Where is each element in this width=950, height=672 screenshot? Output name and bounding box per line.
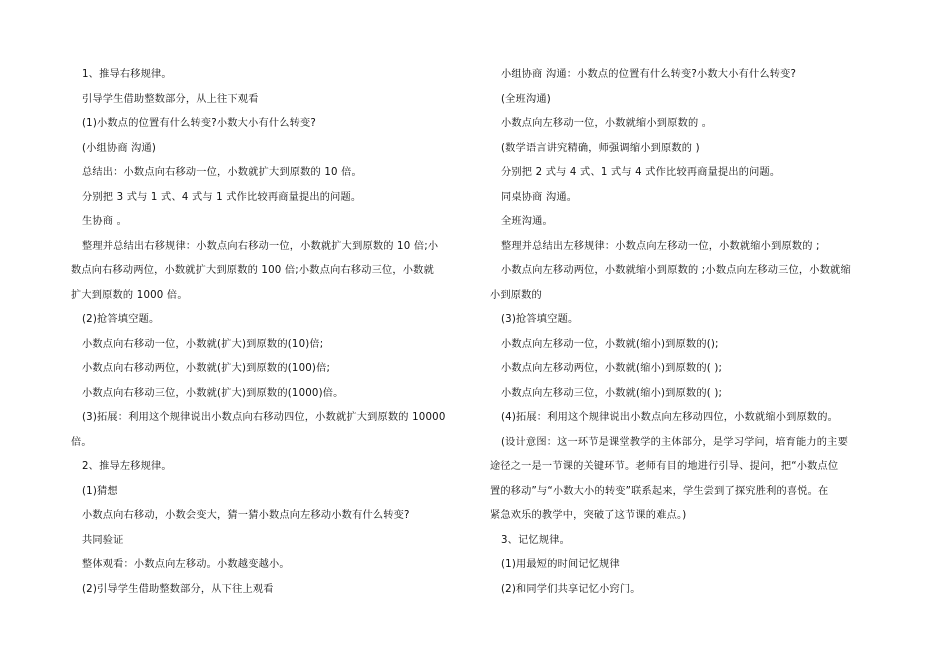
text-line: 生协商 。 <box>82 216 127 227</box>
text-line: 分别把 3 式与 1 式、4 式与 1 式作比较再商量提出的问题。 <box>82 191 362 203</box>
text-line: 2、推导左移规律。 <box>82 461 172 472</box>
text-line: 置的移动”与“小数大小的转变”联系起来，学生尝到了探究胜利的喜悦。在 <box>490 485 829 497</box>
text-line: (1)用最短的时间记忆规律 <box>501 559 620 570</box>
text-line: (数学语言讲究精确，师强调缩小到原数的 ) <box>501 142 700 154</box>
text-line: 扩大到原数的 1000 倍。 <box>71 289 188 301</box>
text-line: 小数点向右移动，小数会变大，猜一猜小数点向左移动小数有什么转变? <box>82 510 410 521</box>
text-line: 小数点向右移动三位，小数就(扩大)到原数的(1000)倍。 <box>82 387 344 399</box>
text-line: 小数点向左移动两位，小数就(缩小)到原数的( ); <box>501 363 723 374</box>
text-line: 小数点向右移动两位，小数就(扩大)到原数的(100)倍; <box>82 363 331 374</box>
text-line: 整理并总结出左移规律：小数点向左移动一位，小数就缩小到原数的 ; <box>501 240 820 252</box>
text-line: (2)引导学生借助整数部分，从下往上观看 <box>82 583 274 595</box>
text-line: (2)抢答填空题。 <box>82 314 160 325</box>
right-column <box>490 63 882 602</box>
text-line: 小数点向左移动一位，小数就缩小到原数的 。 <box>501 118 713 129</box>
text-line: 同桌协商 沟通。 <box>501 191 578 203</box>
text-line: (设计意图：这一环节是课堂教学的主体部分，是学习学问，培育能力的主要 <box>501 436 848 448</box>
text-line: (2)和同学们共享记忆小窍门。 <box>501 583 641 595</box>
text-line: 小数点向左移动三位，小数就(缩小)到原数的( ); <box>501 387 723 399</box>
text-line: (小组协商 沟通) <box>82 142 157 154</box>
text-line: 小组协商 沟通：小数点的位置有什么转变?小数大小有什么转变? <box>501 69 797 80</box>
text-line: 小数点向右移动一位，小数就(扩大)到原数的(10)倍; <box>82 338 324 350</box>
text-line: 引导学生借助整数部分，从上往下观看 <box>82 93 259 105</box>
text-line: 数点向右移动两位，小数就扩大到原数的 100 倍;小数点向右移动三位，小数就 <box>71 265 434 276</box>
text-line: 全班沟通。 <box>501 216 553 227</box>
text-line: 3、记忆规律。 <box>501 534 571 546</box>
text-line: 整理并总结出右移规律：小数点向右移动一位，小数就扩大到原数的 10 倍;小 <box>82 240 439 252</box>
text-line: 倍。 <box>71 436 92 448</box>
text-line: 整体观看：小数点向左移动。小数越变越小。 <box>82 559 290 570</box>
text-line: (全班沟通) <box>501 93 551 105</box>
text-line: (4)拓展：利用这个规律说出小数点向左移动四位，小数就缩小到原数的。 <box>501 412 839 423</box>
text-line: (3)拓展：利用这个规律说出小数点向右移动四位，小数就扩大到原数的 10000 <box>82 412 446 423</box>
text-line: (1)小数点的位置有什么转变?小数大小有什么转变? <box>82 118 316 129</box>
text-line: 共同验证 <box>82 534 124 546</box>
text-line: 途径之一是一节课的关键环节。老师有目的地进行引导、提问，把“小数点位 <box>490 461 839 472</box>
text-line: 分别把 2 式与 4 式、1 式与 4 式作比较再商量提出的问题。 <box>501 167 781 178</box>
text-line: 紧急欢乐的教学中，突破了这节课的难点。) <box>490 510 687 521</box>
text-line: 总结出：小数点向右移动一位，小数就扩大到原数的 10 倍。 <box>82 167 362 178</box>
left-column <box>71 63 463 602</box>
text-line: 1、推导右移规律。 <box>82 69 172 80</box>
text-line: (1)猜想 <box>82 485 118 497</box>
text-line: (3)抢答填空题。 <box>501 314 579 325</box>
text-line: 小到原数的 <box>490 289 542 301</box>
text-line: 小数点向左移动一位，小数就(缩小)到原数的(); <box>501 338 719 350</box>
text-line: 小数点向左移动两位，小数就缩小到原数的 ;小数点向左移动三位，小数就缩 <box>501 265 851 276</box>
